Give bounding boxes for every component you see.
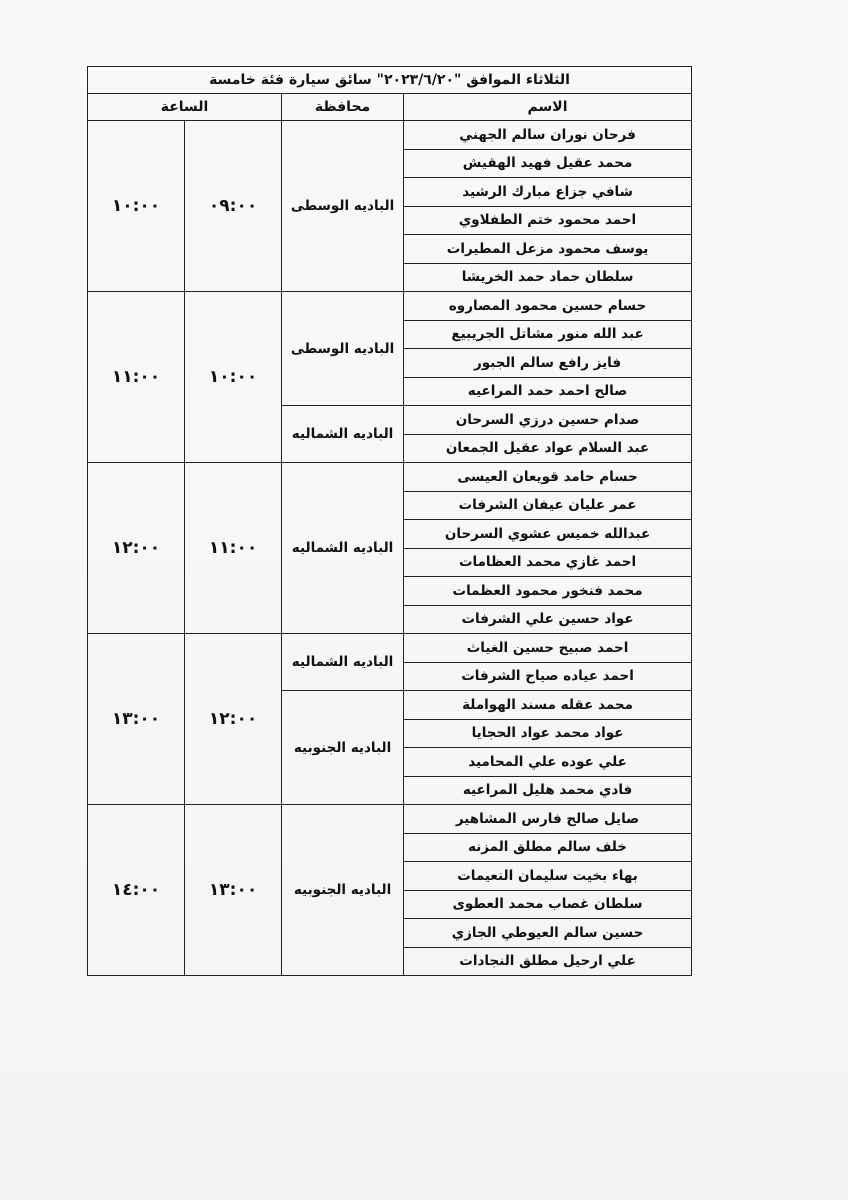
end-time-cell: ١٢:٠٠ <box>88 463 185 634</box>
header-time: الساعة <box>88 94 282 121</box>
candidate-name: سلطان حماد حمد الخريشا <box>404 263 692 292</box>
table-row <box>88 121 692 150</box>
schedule-table <box>87 66 692 976</box>
candidate-name: خلف سالم مطلق المزنه <box>404 833 692 862</box>
candidate-name: احمد عياده صياح الشرفات <box>404 662 692 691</box>
candidate-name: عبد الله منور مشاتل الجريبيع <box>404 320 692 349</box>
candidate-name: حسين سالم العيوطي الجازي <box>404 919 692 948</box>
schedule-body <box>88 121 692 976</box>
candidate-name: بهاء بخيت سليمان النعيمات <box>404 862 692 891</box>
end-time-cell: ١٠:٠٠ <box>88 121 185 292</box>
start-time-cell: ١٢:٠٠ <box>185 634 282 805</box>
start-time-cell: ٠٩:٠٠ <box>185 121 282 292</box>
governorate-cell: الباديه الجنوبيه <box>282 691 404 805</box>
candidate-name: صدام حسين درزي السرحان <box>404 406 692 435</box>
governorate-cell: الباديه الشماليه <box>282 634 404 691</box>
header-name: الاسم <box>404 94 692 121</box>
governorate-cell: الباديه الوسطى <box>282 121 404 292</box>
header-governorate: محافظة <box>282 94 404 121</box>
end-time-cell: ١١:٠٠ <box>88 292 185 463</box>
candidate-name: فايز رافع سالم الجبور <box>404 349 692 378</box>
candidate-name: محمد عقيل فهيد الهقيش <box>404 149 692 178</box>
start-time-cell: ١١:٠٠ <box>185 463 282 634</box>
candidate-name: محمد فنخور محمود العظمات <box>404 577 692 606</box>
end-time-cell: ١٣:٠٠ <box>88 634 185 805</box>
candidate-name: عمر عليان عيفان الشرفات <box>404 491 692 520</box>
governorate-cell: الباديه الشماليه <box>282 463 404 634</box>
candidate-name: صالح احمد حمد المراعيه <box>404 377 692 406</box>
candidate-name: فادي محمد هليل المراعيه <box>404 776 692 805</box>
candidate-name: احمد محمود ختم الطفلاوي <box>404 206 692 235</box>
governorate-cell: الباديه الوسطى <box>282 292 404 406</box>
candidate-name: عبد السلام عواد عقيل الجمعان <box>404 434 692 463</box>
schedule-title: الثلاثاء الموافق "٢٠٢٣/٦/٢٠" سائق سيارة فئة خامسة <box>88 67 692 94</box>
end-time-cell: ١٤:٠٠ <box>88 805 185 976</box>
candidate-name: صايل صالح فارس المشاهير <box>404 805 692 834</box>
governorate-cell: الباديه الشماليه <box>282 406 404 463</box>
candidate-name: عواد حسين علي الشرفات <box>404 605 692 634</box>
candidate-name: شافي جزاع مبارك الرشيد <box>404 178 692 207</box>
start-time-cell: ١٣:٠٠ <box>185 805 282 976</box>
start-time-cell: ١٠:٠٠ <box>185 292 282 463</box>
candidate-name: علي ارحيل مطلق النجادات <box>404 947 692 976</box>
table-row <box>88 292 692 321</box>
table-row <box>88 634 692 663</box>
candidate-name: حسام حسين محمود المصاروه <box>404 292 692 321</box>
candidate-name: عبدالله خميس عشوي السرحان <box>404 520 692 549</box>
governorate-cell: الباديه الجنوبيه <box>282 805 404 976</box>
candidate-name: سلطان غصاب محمد العطوى <box>404 890 692 919</box>
candidate-name: علي عوده علي المحاميد <box>404 748 692 777</box>
table-row <box>88 805 692 834</box>
candidate-name: عواد محمد عواد الحجايا <box>404 719 692 748</box>
candidate-name: فرحان نوران سالم الجهني <box>404 121 692 150</box>
candidate-name: حسام حامد قويعان العيسى <box>404 463 692 492</box>
candidate-name: احمد غازي محمد العظامات <box>404 548 692 577</box>
candidate-name: يوسف محمود مزعل المطيرات <box>404 235 692 264</box>
table-row <box>88 463 692 492</box>
candidate-name: احمد صبيح حسين الغياث <box>404 634 692 663</box>
candidate-name: محمد عقله مسند الهواملة <box>404 691 692 720</box>
